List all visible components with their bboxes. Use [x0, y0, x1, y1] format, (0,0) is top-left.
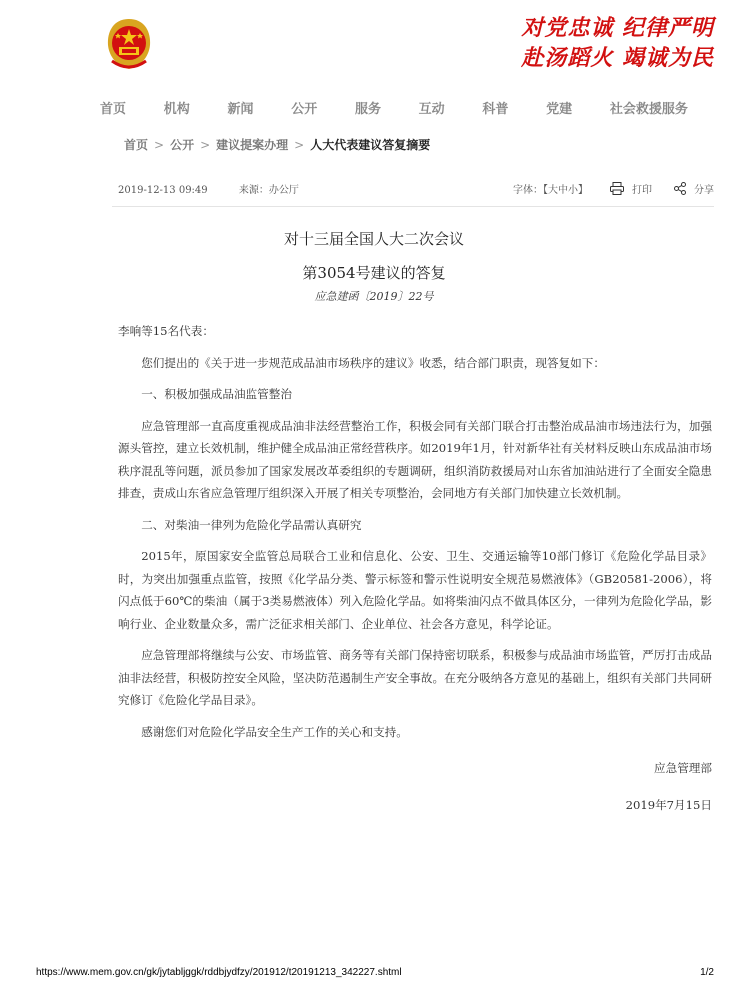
- page-number: 1/2: [700, 967, 714, 978]
- section-heading: 二、对柴油一律列为危险化学品需认真研究: [141, 517, 362, 532]
- nav-item-public[interactable]: 公开: [291, 101, 318, 117]
- breadcrumb-separator: >: [200, 137, 211, 152]
- section-heading: 一、积极加强成品油监管整治: [141, 387, 292, 401]
- nav-item-home[interactable]: 首页: [100, 101, 127, 117]
- nav-item-interaction[interactable]: 互动: [418, 101, 445, 117]
- paragraph: 您们提出的《关于进一步规范成品油市场秩序的建议》收悉，结合部门职责，现答复如下：: [141, 355, 605, 370]
- paragraph: 应急管理部一直高度重视成品油非法经营整治工作，积极会同有关部门联合打击整治成品油市场违法行为，加强源头管控，建立长效机制，维护健全成品油正常经营秩序。如2019年1月，针对新华社有关材料反映山东成品油市场秩序混乱等问题，派员参加了国家发展改革委组织的专题调研，组织消防救援局对山东省加油站进行了全面安全隐患排查，责成山东省应急管理厅组织深入开展了相关专项整治，会同地方有关部门加快建立长效机制。: [118, 418, 712, 500]
- paragraph: 2015年，原国家安全监管总局联合工业和信息化、公安、卫生、交通运输等10部门修订《危险化学品目录》时，为突出加强重点监管，按照《化学品分类、警示标签和警示性说明安全规范易燃液体》（GB20581-2006），将闪点低于60℃的柴油（属于3类易燃液体）列入危险化学品。如将柴油闪点不做具体区分，一律列为危险化学品，影响行业、企业数量众多，需广泛征求相关部门、企业单位、社会各方意见，科学论证。: [118, 549, 712, 631]
- salutation: 李响等15名代表：: [118, 324, 214, 338]
- print-button[interactable]: [610, 181, 652, 196]
- breadcrumb-public[interactable]: 公开: [170, 138, 195, 152]
- footer-url: https://www.mem.gov.cn/gk/jytabljggk/rddbjydfzy/201912/t20191213_342227.shtml: [36, 967, 402, 978]
- slogan: [521, 14, 714, 74]
- breadcrumb: [124, 136, 430, 153]
- page-header: [0, 0, 748, 90]
- signature: 应急管理部: [654, 761, 712, 775]
- article-title: [0, 222, 748, 290]
- printer-icon: [610, 182, 624, 195]
- source-label: 来源：办公厅: [238, 185, 299, 196]
- main-nav: [100, 96, 688, 118]
- nav-item-service[interactable]: 服务: [354, 101, 381, 117]
- slogan-line-2: 赴汤蹈火 竭诚为民: [521, 46, 714, 71]
- article-meta: [118, 178, 714, 198]
- share-label: 分享: [694, 185, 714, 196]
- print-label: 打印: [632, 185, 652, 196]
- share-button[interactable]: [674, 181, 714, 196]
- article-body: [118, 320, 712, 825]
- paragraph: 感谢您们对危险化学品安全生产工作的关心和支持。: [141, 724, 408, 739]
- share-icon: [674, 182, 686, 195]
- meta-divider: [112, 206, 714, 207]
- article-title-line-2: 第3054号建议的答复: [302, 264, 446, 282]
- nav-item-science[interactable]: 科普: [482, 101, 509, 117]
- nav-item-party[interactable]: 党建: [546, 101, 573, 117]
- paragraph: 应急管理部将继续与公安、市场监管、商务等有关部门保持密切联系，积极参与成品油市场监管，严厉打击成品油非法经营，积极防控安全风险，坚决防范遏制生产安全事故。在充分吸纳各方意见的基础上，组织有关部门共同研究修订《危险化学品目录》。: [118, 648, 712, 707]
- breadcrumb-separator: >: [294, 137, 305, 152]
- nav-item-organization[interactable]: 机构: [163, 101, 190, 117]
- national-emblem-icon[interactable]: [104, 17, 154, 71]
- breadcrumb-home[interactable]: 首页: [124, 138, 149, 152]
- nav-item-news[interactable]: 新闻: [227, 101, 254, 117]
- breadcrumb-proposals[interactable]: 建议提案办理: [216, 138, 289, 152]
- article-title-line-1: 对十三届全国人大二次会议: [283, 230, 464, 248]
- publish-date: 2019-12-13 09:49: [118, 185, 208, 196]
- document-number: 应急建函〔2019〕22号: [314, 290, 434, 303]
- font-size-selector[interactable]: 字体：【大中小】: [513, 185, 588, 196]
- slogan-line-1: 对党忠诚 纪律严明: [521, 16, 714, 41]
- breadcrumb-current: 人大代表建议答复摘要: [310, 138, 431, 152]
- breadcrumb-separator: >: [154, 137, 165, 152]
- sign-date: 2019年7月15日: [625, 797, 712, 812]
- nav-item-rescue-service[interactable]: 社会救援服务: [609, 101, 688, 117]
